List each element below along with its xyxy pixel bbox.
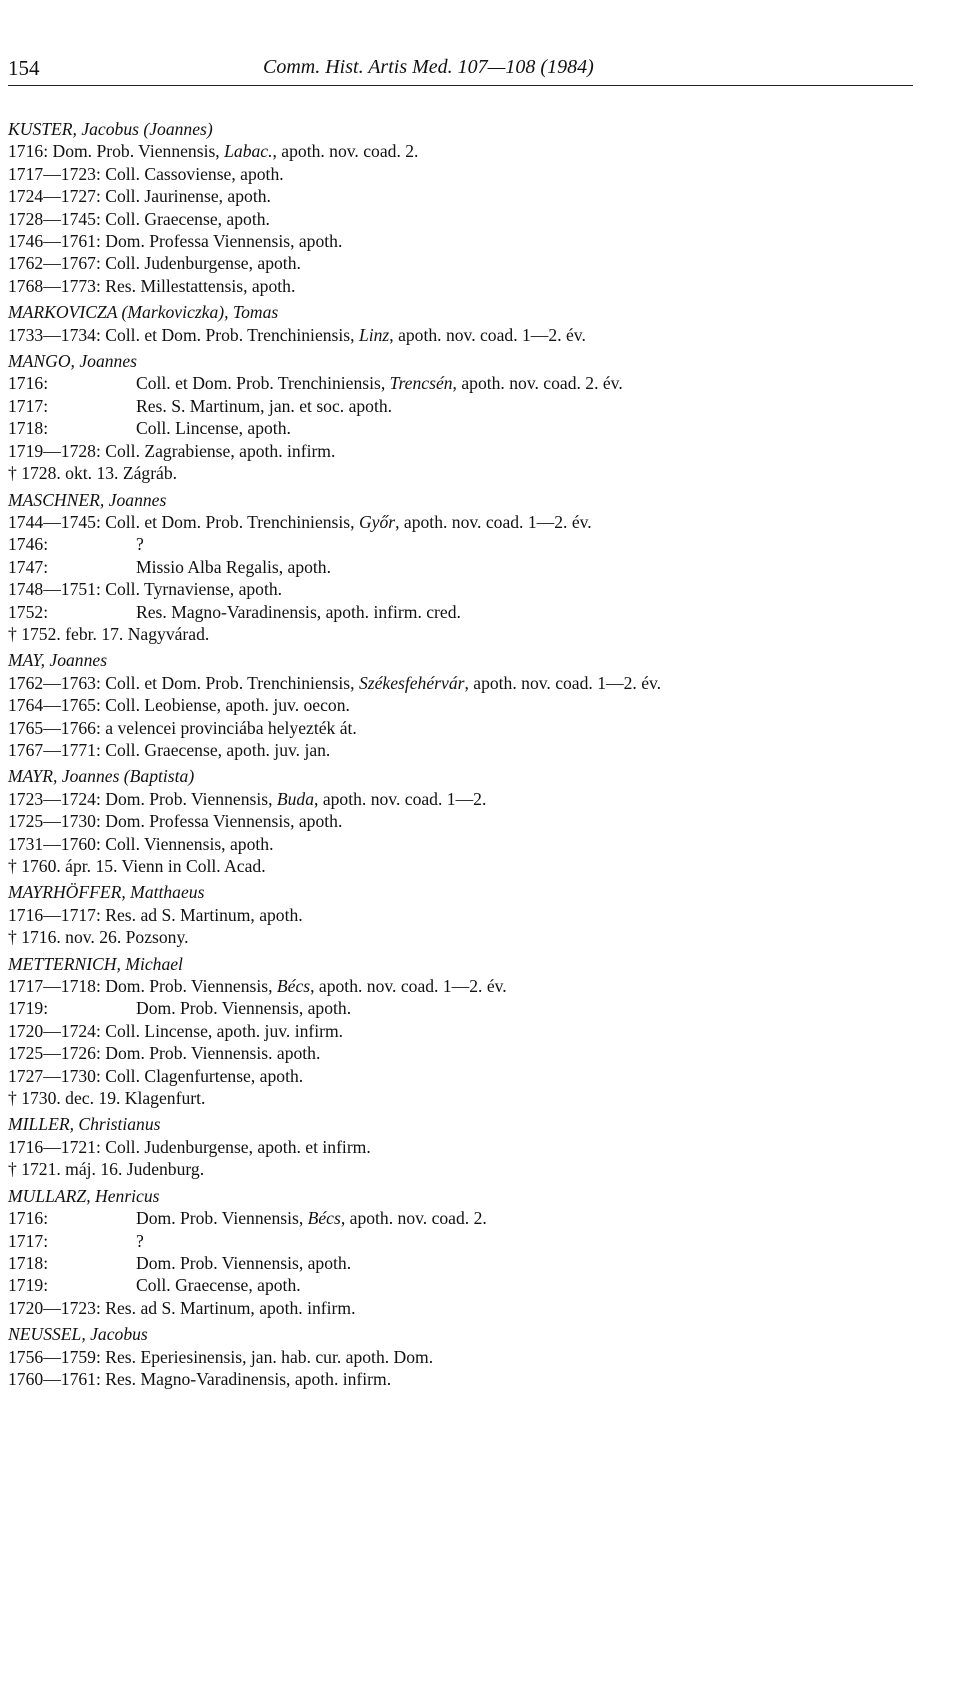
record-date: 1719—1728: [8,440,101,461]
record-text: Missio Alba Regalis, apoth. [136,556,331,577]
entry-death-record [8,1158,953,1180]
entry-record [8,1252,953,1274]
record-text: Res. ad S. Martinum, apoth. [105,904,303,925]
record-date: 1762—1767: [8,253,101,274]
record-date: 1716—1717: [8,904,101,925]
entry-name: MAYRHÖFFER, Matthaeus [8,882,205,903]
entry-record [8,395,953,417]
record-text: † 1721. máj. 16. Judenburg. [8,1159,205,1180]
record-text: Coll. Leobiense, apoth. juv. oecon. [105,695,350,716]
record-text: Dom. Prob. Viennensis. apoth. [105,1043,321,1064]
entry-name: METTERNICH, Michael [8,953,183,974]
entry-record [8,208,953,230]
record-text: Dom. Prob. Viennensis, apoth. [136,1252,352,1273]
record-text: Dom. Prob. Viennensis, [105,976,277,997]
register-entry [8,881,953,948]
entry-record [8,275,953,297]
record-text-tail: , apoth. nov. coad. 1—2. év. [389,324,586,345]
register-entry [8,1113,953,1180]
record-text: Dom. Professa Viennensis, apoth. [105,811,343,832]
record-date: 1719: [8,1275,49,1296]
entry-record [8,975,953,997]
record-text: Coll. Judenburgense, apoth. et infirm. [105,1136,371,1157]
record-date: 1728—1745: [8,208,101,229]
record-date: 1718: [8,418,49,439]
record-text: a velencei provinciába helyezték át. [105,717,357,738]
register-entry [8,489,953,646]
record-text: † 1716. nov. 26. Pozsony. [8,927,189,948]
record-text: Coll. Lincense, apoth. juv. infirm. [105,1020,344,1041]
entry-death-record [8,1087,953,1109]
record-date: 1764—1765: [8,695,101,716]
entry-record [8,601,953,623]
register-entry [8,301,953,346]
record-text: Dom. Prob. Viennensis, [52,141,225,162]
record-date: 1725—1726: [8,1043,101,1064]
record-text: Coll. Tyrnaviense, apoth. [105,579,283,600]
record-date: 1760—1761: [8,1368,101,1389]
record-date: 1767—1771: [8,739,101,760]
record-text: Coll. et Dom. Prob. Trenchiniensis, [105,672,359,693]
entry-record [8,511,953,533]
entry-name: MAYR, Joannes (Baptista) [8,766,195,787]
record-text: Res. S. Martinum, jan. et soc. apoth. [136,395,393,416]
entry-record [8,230,953,252]
record-text: Coll. et Dom. Prob. Trenchiniensis, [136,373,390,394]
record-text: Res. Eperiesinensis, jan. hab. cur. apoth. Dom. [105,1346,434,1367]
record-text: Dom. Prob. Viennensis, [136,1208,308,1229]
record-place: Székesfehérvár [358,672,465,693]
record-place: Linz [358,324,390,345]
entry-record [8,1368,953,1390]
entry-name: MULLARZ, Henricus [8,1185,160,1206]
entry-name: MAY, Joannes [8,650,108,671]
record-text: ? [136,534,144,555]
record-date: 1744—1745: [8,511,101,532]
entry-record [8,185,953,207]
entry-record [8,1230,953,1252]
record-text: Coll. Graecense, apoth. juv. jan. [105,739,331,760]
page-header [8,56,908,84]
record-text: Coll. Judenburgense, apoth. [105,253,301,274]
entry-record [8,1297,953,1319]
record-text: Coll. Clagenfurtense, apoth. [105,1065,304,1086]
entry-name: NEUSSEL, Jacobus [8,1324,148,1345]
entry-name: MANGO, Joannes [8,351,137,372]
record-place: Bécs [276,976,311,997]
record-date: 1727—1730: [8,1065,101,1086]
record-text: Coll. Graecense, apoth. [105,208,270,229]
entry-record [8,739,953,761]
register-entry [8,649,953,761]
record-text-tail: , apoth. nov. coad. 2. év. [452,373,623,394]
entry-record [8,324,953,346]
register-entry [8,350,953,484]
record-text: Dom. Prob. Viennensis, [105,788,277,809]
record-text-tail: , apoth. nov. coad. 1—2. [314,788,487,809]
record-date: 1746—1761: [8,231,101,252]
entry-record [8,1346,953,1368]
record-text: Coll. et Dom. Prob. Trenchiniensis, [105,324,359,345]
entry-name: MASCHNER, Joannes [8,489,167,510]
record-place: Buda [276,788,315,809]
entry-death-record [8,462,953,484]
entry-record [8,1020,953,1042]
entry-record [8,1207,953,1229]
record-text-tail: , apoth. nov. coad. 1—2. év. [310,976,507,997]
record-date: 1719: [8,998,49,1019]
register-entry [8,1185,953,1319]
entry-record [8,904,953,926]
entry-death-record [8,623,953,645]
entry-record [8,163,953,185]
entry-record [8,556,953,578]
record-date: 1716: [8,373,49,394]
entry-record [8,997,953,1019]
record-date: 1725—1730: [8,811,101,832]
record-text: Res. Magno-Varadinensis, apoth. infirm. [105,1368,392,1389]
register-list [8,118,953,1394]
entry-record [8,252,953,274]
register-entry [8,953,953,1110]
record-text-tail: , apoth. nov. coad. 2. [340,1208,487,1229]
record-text: Coll. Zagrabiense, apoth. infirm. [105,440,336,461]
entry-record [8,533,953,555]
record-text-tail: , apoth. nov. coad. 1—2. év. [395,511,592,532]
record-text: Res. Magno-Varadinensis, apoth. infirm. cred. [136,601,461,622]
record-text: † 1730. dec. 19. Klagenfurt. [8,1088,206,1109]
record-date: 1752: [8,601,49,622]
record-date: 1747: [8,556,49,577]
record-text: † 1752. febr. 17. Nagyvárad. [8,623,210,644]
record-date: 1768—1773: [8,275,101,296]
record-date: 1717: [8,1230,49,1251]
entry-record [8,140,953,162]
record-date: 1716: [8,141,49,162]
record-date: 1762—1763: [8,672,101,693]
entry-record [8,833,953,855]
record-text: Coll. Jaurinense, apoth. [105,186,271,207]
record-text: Coll. Viennensis, apoth. [105,833,274,854]
entry-record [8,1042,953,1064]
entry-name: KUSTER, Jacobus (Joannes) [8,119,213,139]
record-text: ? [136,1230,144,1251]
record-place: Trencsén [389,373,453,394]
record-date: 1717: [8,395,49,416]
entry-record [8,694,953,716]
entry-record [8,417,953,439]
record-date: 1717—1723: [8,163,101,184]
entry-record [8,788,953,810]
page-number: 154 [8,56,40,80]
record-date: 1756—1759: [8,1346,101,1367]
entry-record [8,1065,953,1087]
record-text: Coll. Graecense, apoth. [136,1275,301,1296]
register-entry [8,1323,953,1390]
entry-record [8,1136,953,1158]
entry-name: MILLER, Christianus [8,1114,161,1135]
record-date: 1720—1724: [8,1020,101,1041]
record-text: † 1728. okt. 13. Zágráb. [8,463,178,484]
record-date: 1724—1727: [8,186,101,207]
record-date: 1716—1721: [8,1136,101,1157]
record-place: Győr [358,511,396,532]
record-date: 1733—1734: [8,324,101,345]
entry-record [8,578,953,600]
record-text: Res. Millestattensis, apoth. [105,275,296,296]
record-date: 1720—1723: [8,1297,101,1318]
entry-death-record [8,926,953,948]
record-date: 1746: [8,534,49,555]
entry-record [8,440,953,462]
record-date: 1748—1751: [8,579,101,600]
record-text: Coll. Lincense, apoth. [136,418,291,439]
record-date: 1716: [8,1208,49,1229]
entry-record [8,810,953,832]
entry-record [8,1274,953,1296]
record-date: 1717—1718: [8,976,101,997]
record-date: 1731—1760: [8,833,101,854]
record-date: 1765—1766: [8,717,101,738]
entry-name: MARKOVICZA (Markoviczka), Tomas [8,302,279,323]
register-entry [8,765,953,877]
record-text: Dom. Prob. Viennensis, apoth. [136,998,352,1019]
entry-record [8,717,953,739]
record-date: 1718: [8,1252,49,1273]
header-rule [8,85,913,86]
entry-record [8,672,953,694]
record-text: Res. ad S. Martinum, apoth. infirm. [105,1297,356,1318]
record-place: Bécs [307,1208,341,1229]
register-entry [8,118,953,297]
record-text: Coll. Cassoviense, apoth. [105,163,284,184]
record-text: Dom. Professa Viennensis, apoth. [105,231,343,252]
record-date: 1723—1724: [8,788,101,809]
entry-record [8,372,953,394]
entry-death-record [8,855,953,877]
record-place: Labac. [224,141,273,162]
record-text-tail: , apoth. nov. coad. 2. [272,141,419,162]
record-text: † 1760. ápr. 15. Vienn in Coll. Acad. [8,856,266,876]
record-text-tail: , apoth. nov. coad. 1—2. év. [464,672,662,693]
journal-citation: Comm. Hist. Artis Med. 107—108 (1984) [263,56,594,78]
record-text: Coll. et Dom. Prob. Trenchiniensis, [105,511,359,532]
